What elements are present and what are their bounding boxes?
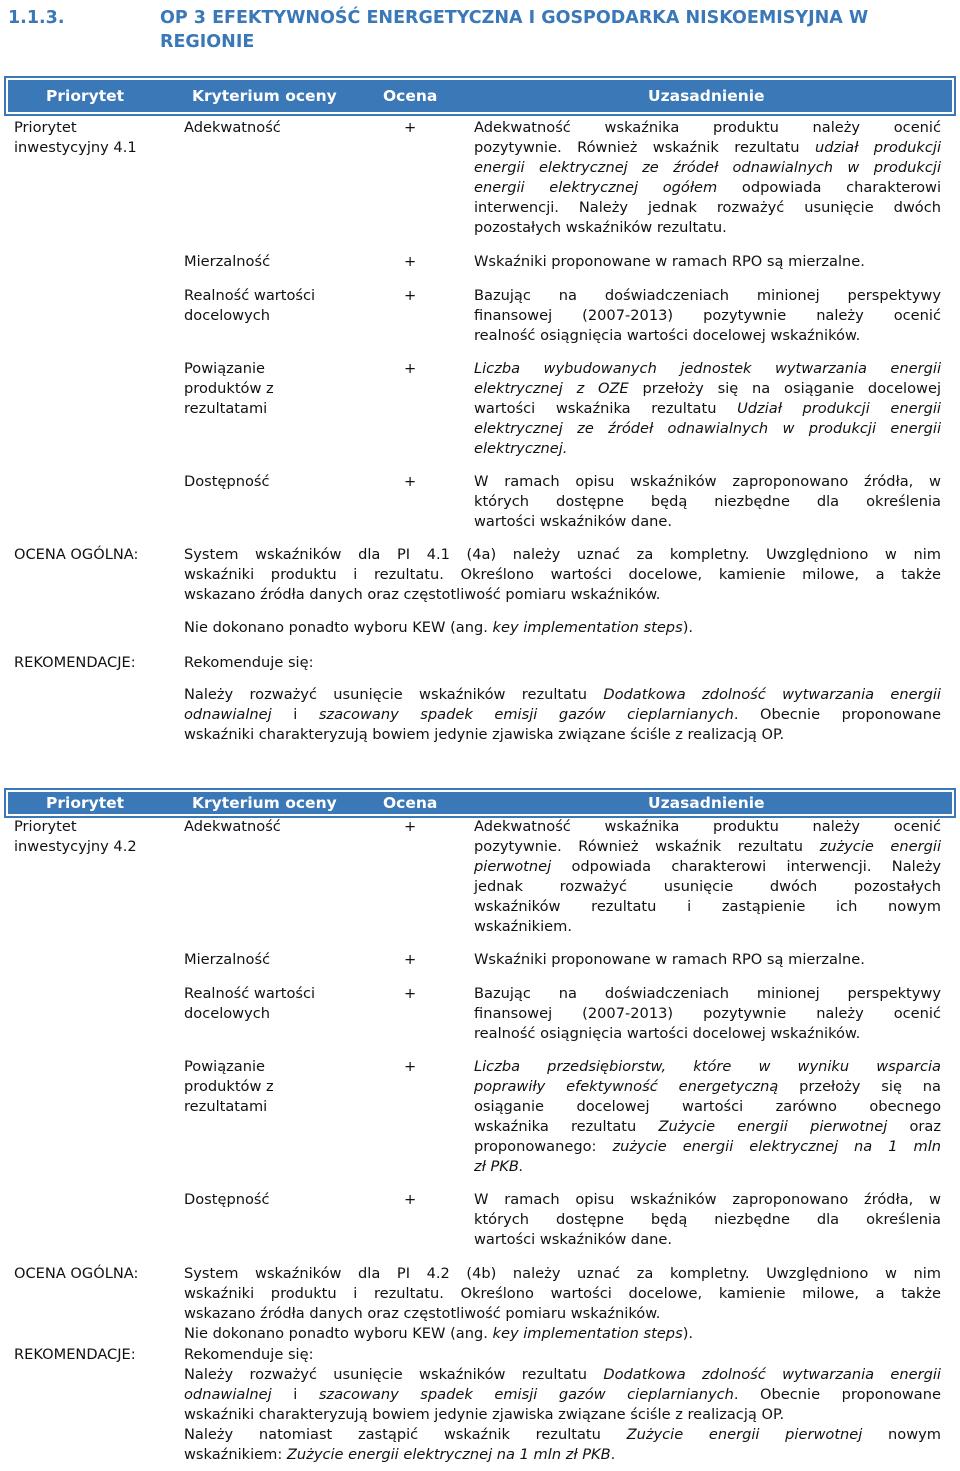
table2-header-uzasadnienie: Uzasadnienie [648,794,765,812]
t1-pow-l5: elektrycznej. [474,440,568,457]
t2-ocena-l3: wskazano źródła danych oraz częstotliwość pomiaru wskaźników. [184,1305,661,1322]
t2-ocena-mierzalnosc: + [404,951,417,968]
t1-dost-l1: W ramach opisu wskaźników zaproponowano źródła, w [474,473,941,490]
section-number: 1.1.3. [8,8,65,28]
t2-adek-l2: pozytywnie. Również wskaźnik rezultatu zużycie energii [474,838,941,855]
t2-real-l1: Bazując na doświadczeniach minionej perspektywy [474,985,941,1002]
t1-ocena-mierzalnosc: + [404,253,417,270]
t1-pow-l1: Liczba wybudowanych jednostek wytwarzania energii [474,360,941,377]
t2-pow-l2: poprawiły efektywność energetyczną przełoży się na [474,1078,941,1095]
t1-mierz: Wskaźniki proponowane w ramach RPO są mierzalne. [474,253,865,270]
t2-pow-l6: zł PKB. [474,1158,524,1175]
table1-header [8,80,952,112]
t2-dost-l3: wartości wskaźników dane. [474,1231,672,1248]
t2-crit-dostepnosc: Dostępność [184,1191,270,1208]
t2-pow-l3: osiąganie docelowej wartości zarówno obecnego [474,1098,941,1115]
t1-crit-powiazanie-2: produktów z [184,380,274,397]
t2-real-l3: realność osiągnięcia wartości docelowej wskaźników. [474,1025,861,1042]
table2-header-ocena: Ocena [383,794,438,812]
table2-header-kryterium: Kryterium oceny [192,794,337,812]
t2-rek-l3: wskaźniki charakteryzują bowiem jedynie zjawiska związane ściśle z realizacją OP. [184,1406,785,1423]
t1-rek-l2: odnawialnej i szacowany spadek emisji gazów cieplarnianych. Obecnie proponowane [184,706,941,723]
t1-ocena-ogolna-label: OCENA OGÓLNA: [14,546,139,563]
t2-mierz: Wskaźniki proponowane w ramach RPO są mierzalne. [474,951,865,968]
table1-header-uzasadnienie: Uzasadnienie [648,87,765,105]
table2-header [8,792,952,814]
t2-rek-l1: Należy rozważyć usunięcie wskaźników rezultatu Dodatkowa zdolność wytwarzania energii [184,1366,941,1383]
t2-ocena-dostepnosc: + [404,1191,417,1208]
t2-crit-mierzalnosc: Mierzalność [184,951,271,968]
t2-adek-l5: wskaźników rezultatu i zastąpienie ich nowym [474,898,941,915]
table1-header-priorytet: Priorytet [46,87,125,105]
t2-priority-line1: Priorytet [14,818,77,835]
t1-pow-l4: elektrycznej ze źródeł odnawialnych w produkcji energii [474,420,941,437]
t2-ocena-l4: Nie dokonano ponadto wyboru KEW (ang. key implementation steps). [184,1325,694,1342]
t1-rekomendacje-label: REKOMENDACJE: [14,654,136,671]
t2-adek-l1: Adekwatność wskaźnika produktu należy ocenić [474,818,941,835]
t2-rek-l4: Należy natomiast zastąpić wskaźnik rezultatu Zużycie energii pierwotnej nowym [184,1426,942,1443]
t1-real-l2: finansowej (2007-2013) pozytywnie należy ocenić [474,307,941,324]
t1-adek-l2: pozytywnie. Również wskaźnik rezultatu udział produkcji [474,139,942,156]
t1-ocena-l2: wskaźniki produktu i rezultatu. Określono wartości docelowe, kamienie milowe, a także [184,566,941,583]
t2-dost-l2: których dostępne będą niezbędne dla określenia [474,1211,941,1228]
t2-pow-l1: Liczba przedsiębiorstw, które w wyniku wsparcia [474,1058,941,1075]
t1-adek-l6: pozostałych wskaźników rezultatu. [474,219,727,236]
t2-real-l2: finansowej (2007-2013) pozytywnie należy ocenić [474,1005,941,1022]
t1-ocena-l1: System wskaźników dla PI 4.1 (4a) należy uznać za kompletny. Uwzględniono w nim [184,546,941,563]
t1-adek-l4: energii elektrycznej ogółem odpowiada charakterowi [474,179,941,196]
t1-crit-powiazanie-3: rezultatami [184,400,268,417]
t1-ocena-adekwatnosc: + [404,119,417,136]
t2-adek-l4: jednak rozważyć usunięcie dwóch pozostałych [474,878,941,895]
t2-ocena-ogolna-label: OCENA OGÓLNA: [14,1265,139,1282]
t1-rek-l0: Rekomenduje się: [184,654,314,671]
t1-adek-l3: energii elektrycznej ze źródeł odnawialnych w produkcji [474,159,941,176]
t2-crit-powiazanie-2: produktów z [184,1078,274,1095]
t1-crit-mierzalnosc: Mierzalność [184,253,271,270]
section-title-line1: OP 3 EFEKTYWNOŚĆ ENERGETYCZNA I GOSPODARKA NISKOEMISYJNA W [160,8,869,28]
t1-adek-l1: Adekwatność wskaźnika produktu należy ocenić [474,119,941,136]
t2-ocena-adekwatnosc: + [404,818,417,835]
t2-priority-line2: inwestycyjny 4.2 [14,838,137,855]
t2-ocena-l2: wskaźniki produktu i rezultatu. Określono wartości docelowe, kamienie milowe, a także [184,1285,941,1302]
t1-crit-dostepnosc: Dostępność [184,473,270,490]
t1-ocena-powiazanie: + [404,360,417,377]
t2-ocena-l1: System wskaźników dla PI 4.2 (4b) należy uznać za kompletny. Uwzględniono w nim [184,1265,941,1282]
t1-rek-l3: wskaźniki charakteryzują bowiem jedynie zjawiska związane ściśle z realizacją OP. [184,726,785,743]
table1-header-ocena: Ocena [383,87,438,105]
t2-ocena-realnosc: + [404,985,417,1002]
t2-rekomendacje-label: REKOMENDACJE: [14,1346,136,1363]
t2-crit-realnosc-1: Realność wartości [184,985,316,1002]
t2-rek-l2: odnawialnej i szacowany spadek emisji gazów cieplarnianych. Obecnie proponowane [184,1386,941,1403]
table2-header-priorytet: Priorytet [46,794,125,812]
t1-real-l1: Bazując na doświadczeniach minionej perspektywy [474,287,941,304]
t2-crit-realnosc-2: docelowych [184,1005,271,1022]
t2-rek-l5: wskaźnikiem: Zużycie energii elektrycznej na 1 mln zł PKB. [184,1446,616,1463]
t2-ocena-powiazanie: + [404,1058,417,1075]
t2-rek-l0: Rekomenduje się: [184,1346,314,1363]
t1-crit-powiazanie-1: Powiązanie [184,360,266,377]
t1-rek-l1: Należy rozważyć usunięcie wskaźników rezultatu Dodatkowa zdolność wytwarzania energii [184,686,941,703]
table1-header-kryterium: Kryterium oceny [192,87,337,105]
t2-adek-l3: pierwotnej odpowiada charakterowi interwencji. Należy [474,858,941,875]
t1-ocena-l3: wskazano źródła danych oraz częstotliwość pomiaru wskaźników. [184,586,661,603]
t1-dost-l2: których dostępne będą niezbędne dla określenia [474,493,941,510]
t1-ocena-l4: Nie dokonano ponadto wyboru KEW (ang. key implementation steps). [184,619,694,636]
t2-crit-powiazanie-1: Powiązanie [184,1058,266,1075]
t1-ocena-realnosc: + [404,287,417,304]
t2-crit-powiazanie-3: rezultatami [184,1098,268,1115]
section-title-line2: REGIONIE [160,32,255,52]
t1-real-l3: realność osiągnięcia wartości docelowej wskaźników. [474,327,861,344]
t1-pow-l2: elektrycznej z OZE przełoży się na osiąganie docelowej [474,380,941,397]
t1-crit-realnosc-1: Realność wartości [184,287,316,304]
t1-crit-realnosc-2: docelowych [184,307,271,324]
t2-crit-adekwatnosc: Adekwatność [184,818,281,835]
t1-crit-adekwatnosc: Adekwatność [184,119,281,136]
t1-ocena-dostepnosc: + [404,473,417,490]
t2-pow-l4: wskaźnika rezultatu Zużycie energii pierwotnej oraz [474,1118,941,1135]
t1-pow-l3: wartości wskaźnika rezultatu Udział produkcji energii [474,400,941,417]
t1-adek-l5: interwencji. Należy jednak rozważyć usunięcie dwóch [474,199,941,216]
t2-adek-l6: wskaźnikiem. [474,918,572,935]
t2-pow-l5: proponowanego: zużycie energii elektrycznej na 1 mln [474,1138,941,1155]
t1-priority-line2: inwestycyjny 4.1 [14,139,137,156]
t2-dost-l1: W ramach opisu wskaźników zaproponowano źródła, w [474,1191,941,1208]
t1-dost-l3: wartości wskaźników dane. [474,513,672,530]
t1-priority-line1: Priorytet [14,119,77,136]
